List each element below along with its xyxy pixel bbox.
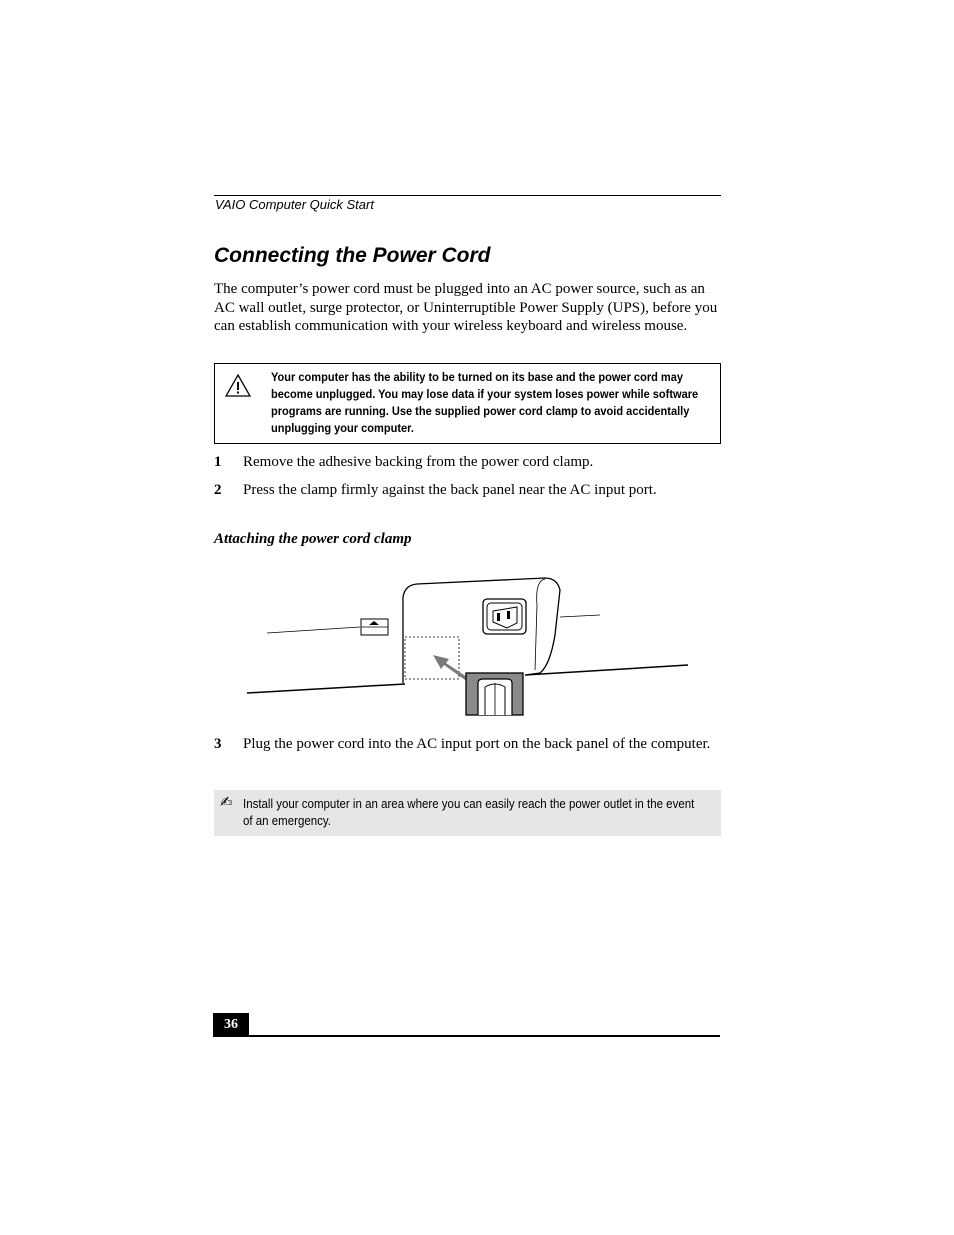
figure-caption: Attaching the power cord clamp — [214, 531, 412, 547]
note-text: Install your computer in an area where you can easily reach the power outlet in the event of an emergency. — [243, 797, 695, 828]
intro-paragraph: The computer’s power cord must be plugged into an AC power source, such as an AC wall outlet, surge protector, or Uninterruptible Power Supply (UPS), before you can establish communication with your wireless keyboard and wireless mouse. — [214, 281, 718, 335]
warning-text: Your computer has the ability to be turned on its base and the power cord may become unplugged. You may lose data if your system loses power while software programs are running. Use the supplied power cord clamp to avoid accidentally unplugging your computer. — [271, 370, 699, 435]
step-text: Press the clamp firmly against the back panel near the AC input port. — [243, 482, 657, 498]
step-text: Remove the adhesive backing from the power cord clamp. — [243, 454, 594, 470]
power-cord-clamp-illustration — [245, 575, 690, 720]
footer-rule — [213, 1035, 720, 1037]
running-head: VAIO Computer Quick Start — [215, 197, 374, 212]
step-number: 3 — [214, 736, 222, 752]
step-number: 2 — [214, 482, 222, 498]
step-text: Plug the power cord into the AC input port on the back panel of the computer. — [243, 736, 711, 752]
step-number: 1 — [214, 454, 222, 470]
page-number: 36 — [213, 1013, 249, 1036]
warning-triangle-icon — [225, 374, 251, 398]
note-box — [214, 790, 721, 836]
header-rule — [214, 195, 721, 196]
section-title: Connecting the Power Cord — [214, 244, 491, 267]
warning-box — [214, 363, 721, 444]
pencil-note-icon: ✍ — [220, 793, 233, 811]
